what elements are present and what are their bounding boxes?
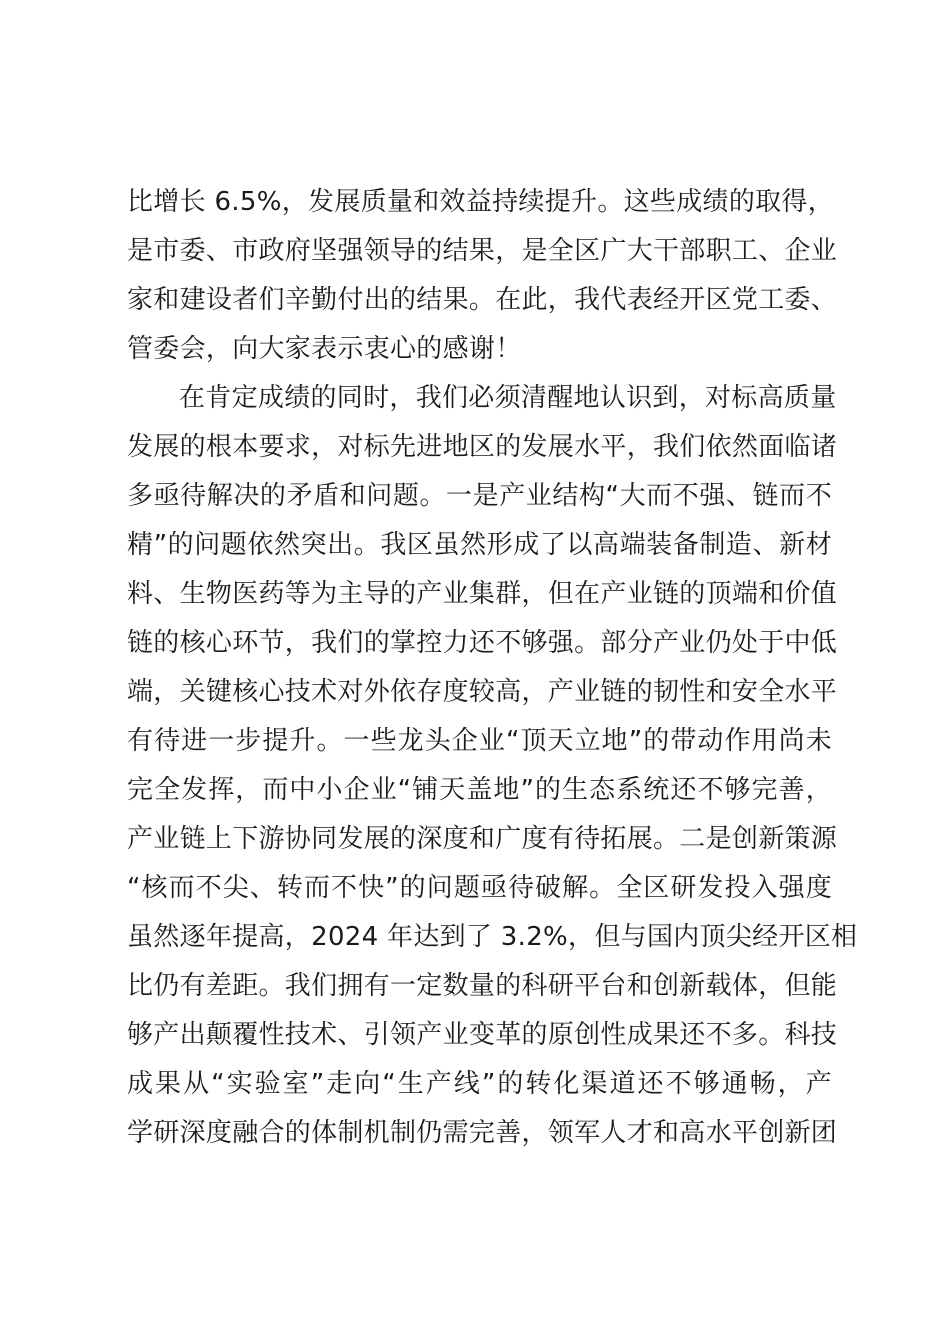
text-line: 比增长 6.5%，发展质量和效益持续提升。这些成绩的取得， <box>127 187 835 217</box>
text-line: 比仍有差距。我们拥有一定数量的科研平台和创新载体，但能 <box>127 971 838 1001</box>
text-line: 虽然逐年提高，2024 年达到了 3.2%，但与国内顶尖经开区相 <box>127 922 858 952</box>
text-line: 是市委、市政府坚强领导的结果，是全区广大干部职工、企业 <box>127 236 838 266</box>
text-line: 管委会，向大家表示衷心的感谢！ <box>127 334 522 364</box>
text-line: 在肯定成绩的同时，我们必须清醒地认识到，对标高质量 <box>179 383 837 413</box>
text-line: 端，关键核心技术对外依存度较高，产业链的韧性和安全水平 <box>127 677 838 707</box>
text-line: 完全发挥，而中小企业“铺天盖地”的生态系统还不够完善， <box>127 775 832 805</box>
text-line: 精”的问题依然突出。我区虽然形成了以高端装备制造、新材 <box>127 530 832 560</box>
text-line: 家和建设者们辛勤付出的结果。在此，我代表经开区党工委、 <box>127 285 838 315</box>
text-line: 发展的根本要求，对标先进地区的发展水平，我们依然面临诸 <box>127 432 838 462</box>
text-line: 料、生物医药等为主导的产业集群，但在产业链的顶端和价值 <box>127 579 838 609</box>
text-line: 成果从“实验室”走向“生产线”的转化渠道还不够通畅，产 <box>127 1069 832 1099</box>
text-line: 产业链上下游协同发展的深度和广度有待拓展。二是创新策源 <box>127 824 838 854</box>
text-line: 多亟待解决的矛盾和问题。一是产业结构“大而不强、链而不 <box>127 481 832 511</box>
body-text <box>127 178 858 1158</box>
text-line: 学研深度融合的体制机制仍需完善，领军人才和高水平创新团 <box>127 1118 838 1148</box>
text-line: “核而不尖、转而不快”的问题亟待破解。全区研发投入强度 <box>127 873 832 903</box>
text-line: 链的核心环节，我们的掌控力还不够强。部分产业仍处于中低 <box>127 628 838 658</box>
text-line: 有待进一步提升。一些龙头企业“顶天立地”的带动作用尚未 <box>127 726 832 756</box>
text-line: 够产出颠覆性技术、引领产业变革的原创性成果还不多。科技 <box>127 1020 838 1050</box>
